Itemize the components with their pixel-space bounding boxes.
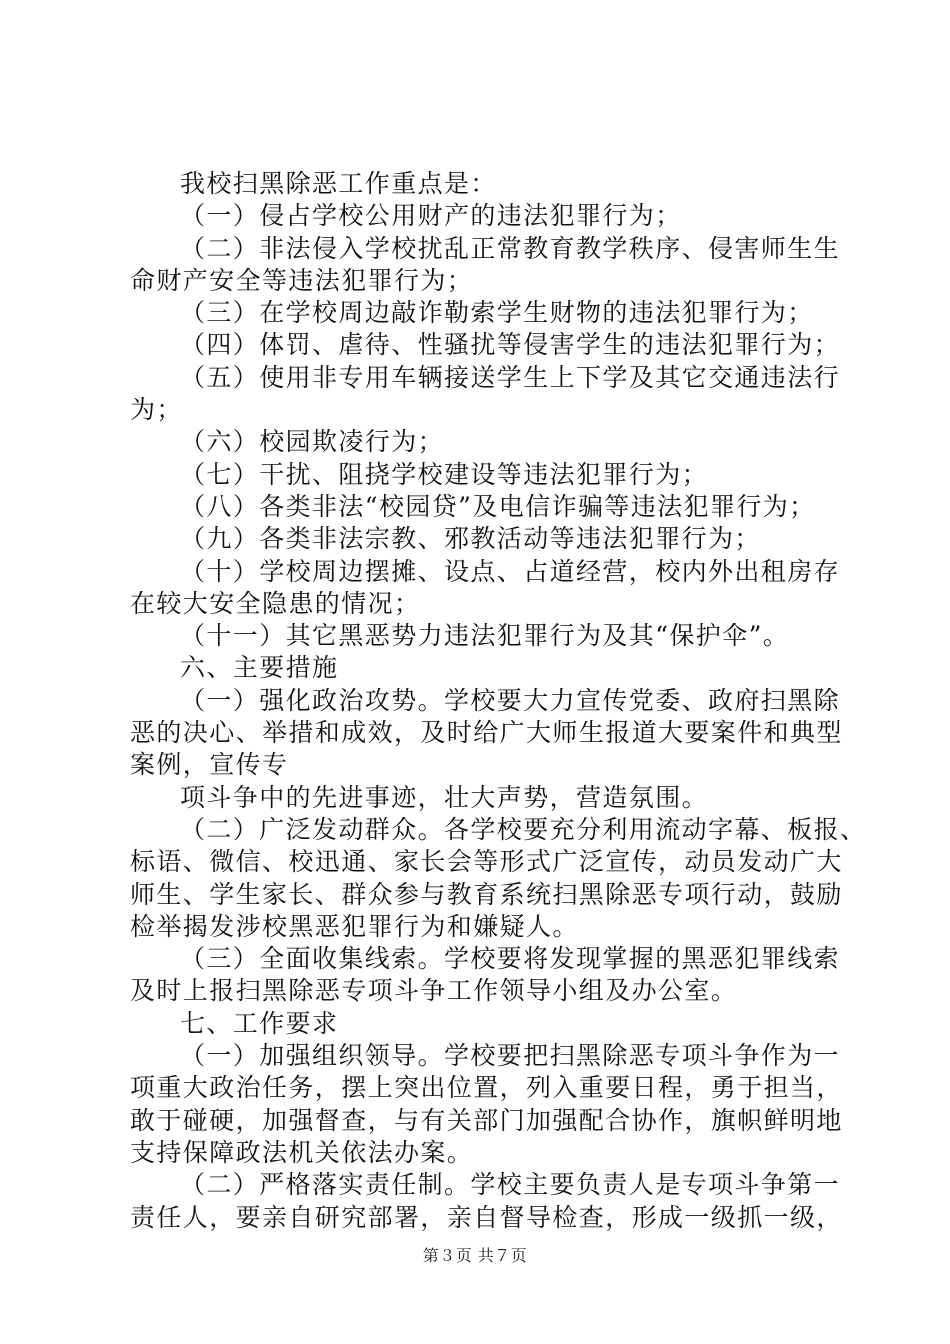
text-line: （五）使用非专用车辆接送学生上下学及其它交通违法行 [180, 362, 841, 392]
text-line: 师生、学生家长、群众参与教育系统扫黑除恶专项行动，鼓励 [130, 879, 843, 909]
text-line: （一）强化政治攻势。学校要大力宣传党委、政府扫黑除 [180, 685, 841, 715]
text-line: （三）全面收集线索。学校要将发现掌握的黑恶犯罪线索 [180, 944, 841, 974]
text-line: 命财产安全等违法犯罪行为； [130, 265, 474, 295]
text-line: 敢于碰硬，加强督查，与有关部门加强配合协作，旗帜鲜明地 [130, 1105, 843, 1135]
text-line: 标语、微信、校迅通、家长会等形式广泛宣传，动员发动广大 [130, 847, 843, 877]
text-line: 支持保障政法机关依法办案。 [130, 1137, 474, 1167]
text-line: 七、工作要求 [180, 1008, 339, 1038]
text-line: 及时上报扫黑除恶专项斗争工作领导小组及办公室。 [130, 976, 738, 1006]
text-line: 我校扫黑除恶工作重点是： [180, 169, 497, 198]
text-line: 案例，宣传专 [130, 750, 289, 780]
text-line: （六）校园欺凌行为； [180, 427, 445, 457]
text-line: （二）严格落实责任制。学校主要负责人是专项斗争第一 [180, 1170, 841, 1200]
text-line: （十一）其它黑恶势力违法犯罪行为及其“保护伞”。 [180, 621, 790, 651]
text-line: （八）各类非法“校园贷”及电信诈骗等违法犯罪行为； [180, 491, 816, 521]
text-line: 六、主要措施 [180, 653, 339, 683]
text-line: 在较大安全隐患的情况； [130, 588, 421, 618]
text-line: （二）广泛发动群众。各学校要充分利用流动字幕、板报、 [180, 814, 867, 844]
text-line: （四）体罚、虐待、性骚扰等侵害学生的违法犯罪行为； [180, 330, 841, 360]
text-line: （七）干扰、阻挠学校建设等违法犯罪行为； [180, 459, 709, 489]
page-footer: 第３页 共７页 [422, 1246, 528, 1265]
text-line: （十）学校周边摆摊、设点、占道经营，校内外出租房存 [180, 556, 841, 586]
text-line: （三）在学校周边敲诈勒索学生财物的违法犯罪行为； [180, 298, 814, 328]
text-line: （一）加强组织领导。学校要把扫黑除恶专项斗争作为一 [180, 1041, 841, 1071]
text-line: 项重大政治任务，摆上突出位置，列入重要日程，勇于担当， [130, 1073, 843, 1103]
text-line: 检举揭发涉校黑恶犯罪行为和嫌疑人。 [130, 911, 579, 941]
text-line: 责任人，要亲自研究部署，亲自督导检查，形成一级抓一级， [130, 1202, 843, 1232]
text-line: 项斗争中的先进事迹，壮大声势，营造氛围。 [180, 782, 709, 812]
text-line: （二）非法侵入学校扰乱正常教育教学秩序、侵害师生生 [180, 233, 841, 263]
text-line: （九）各类非法宗教、邪教活动等违法犯罪行为； [180, 524, 761, 554]
text-line: （一）侵占学校公用财产的违法犯罪行为； [180, 201, 682, 231]
document-body [130, 168, 867, 1234]
text-line: 为； [130, 395, 183, 425]
text-line: 恶的决心、举措和成效，及时给广大师生报道大要案件和典型 [130, 718, 843, 748]
